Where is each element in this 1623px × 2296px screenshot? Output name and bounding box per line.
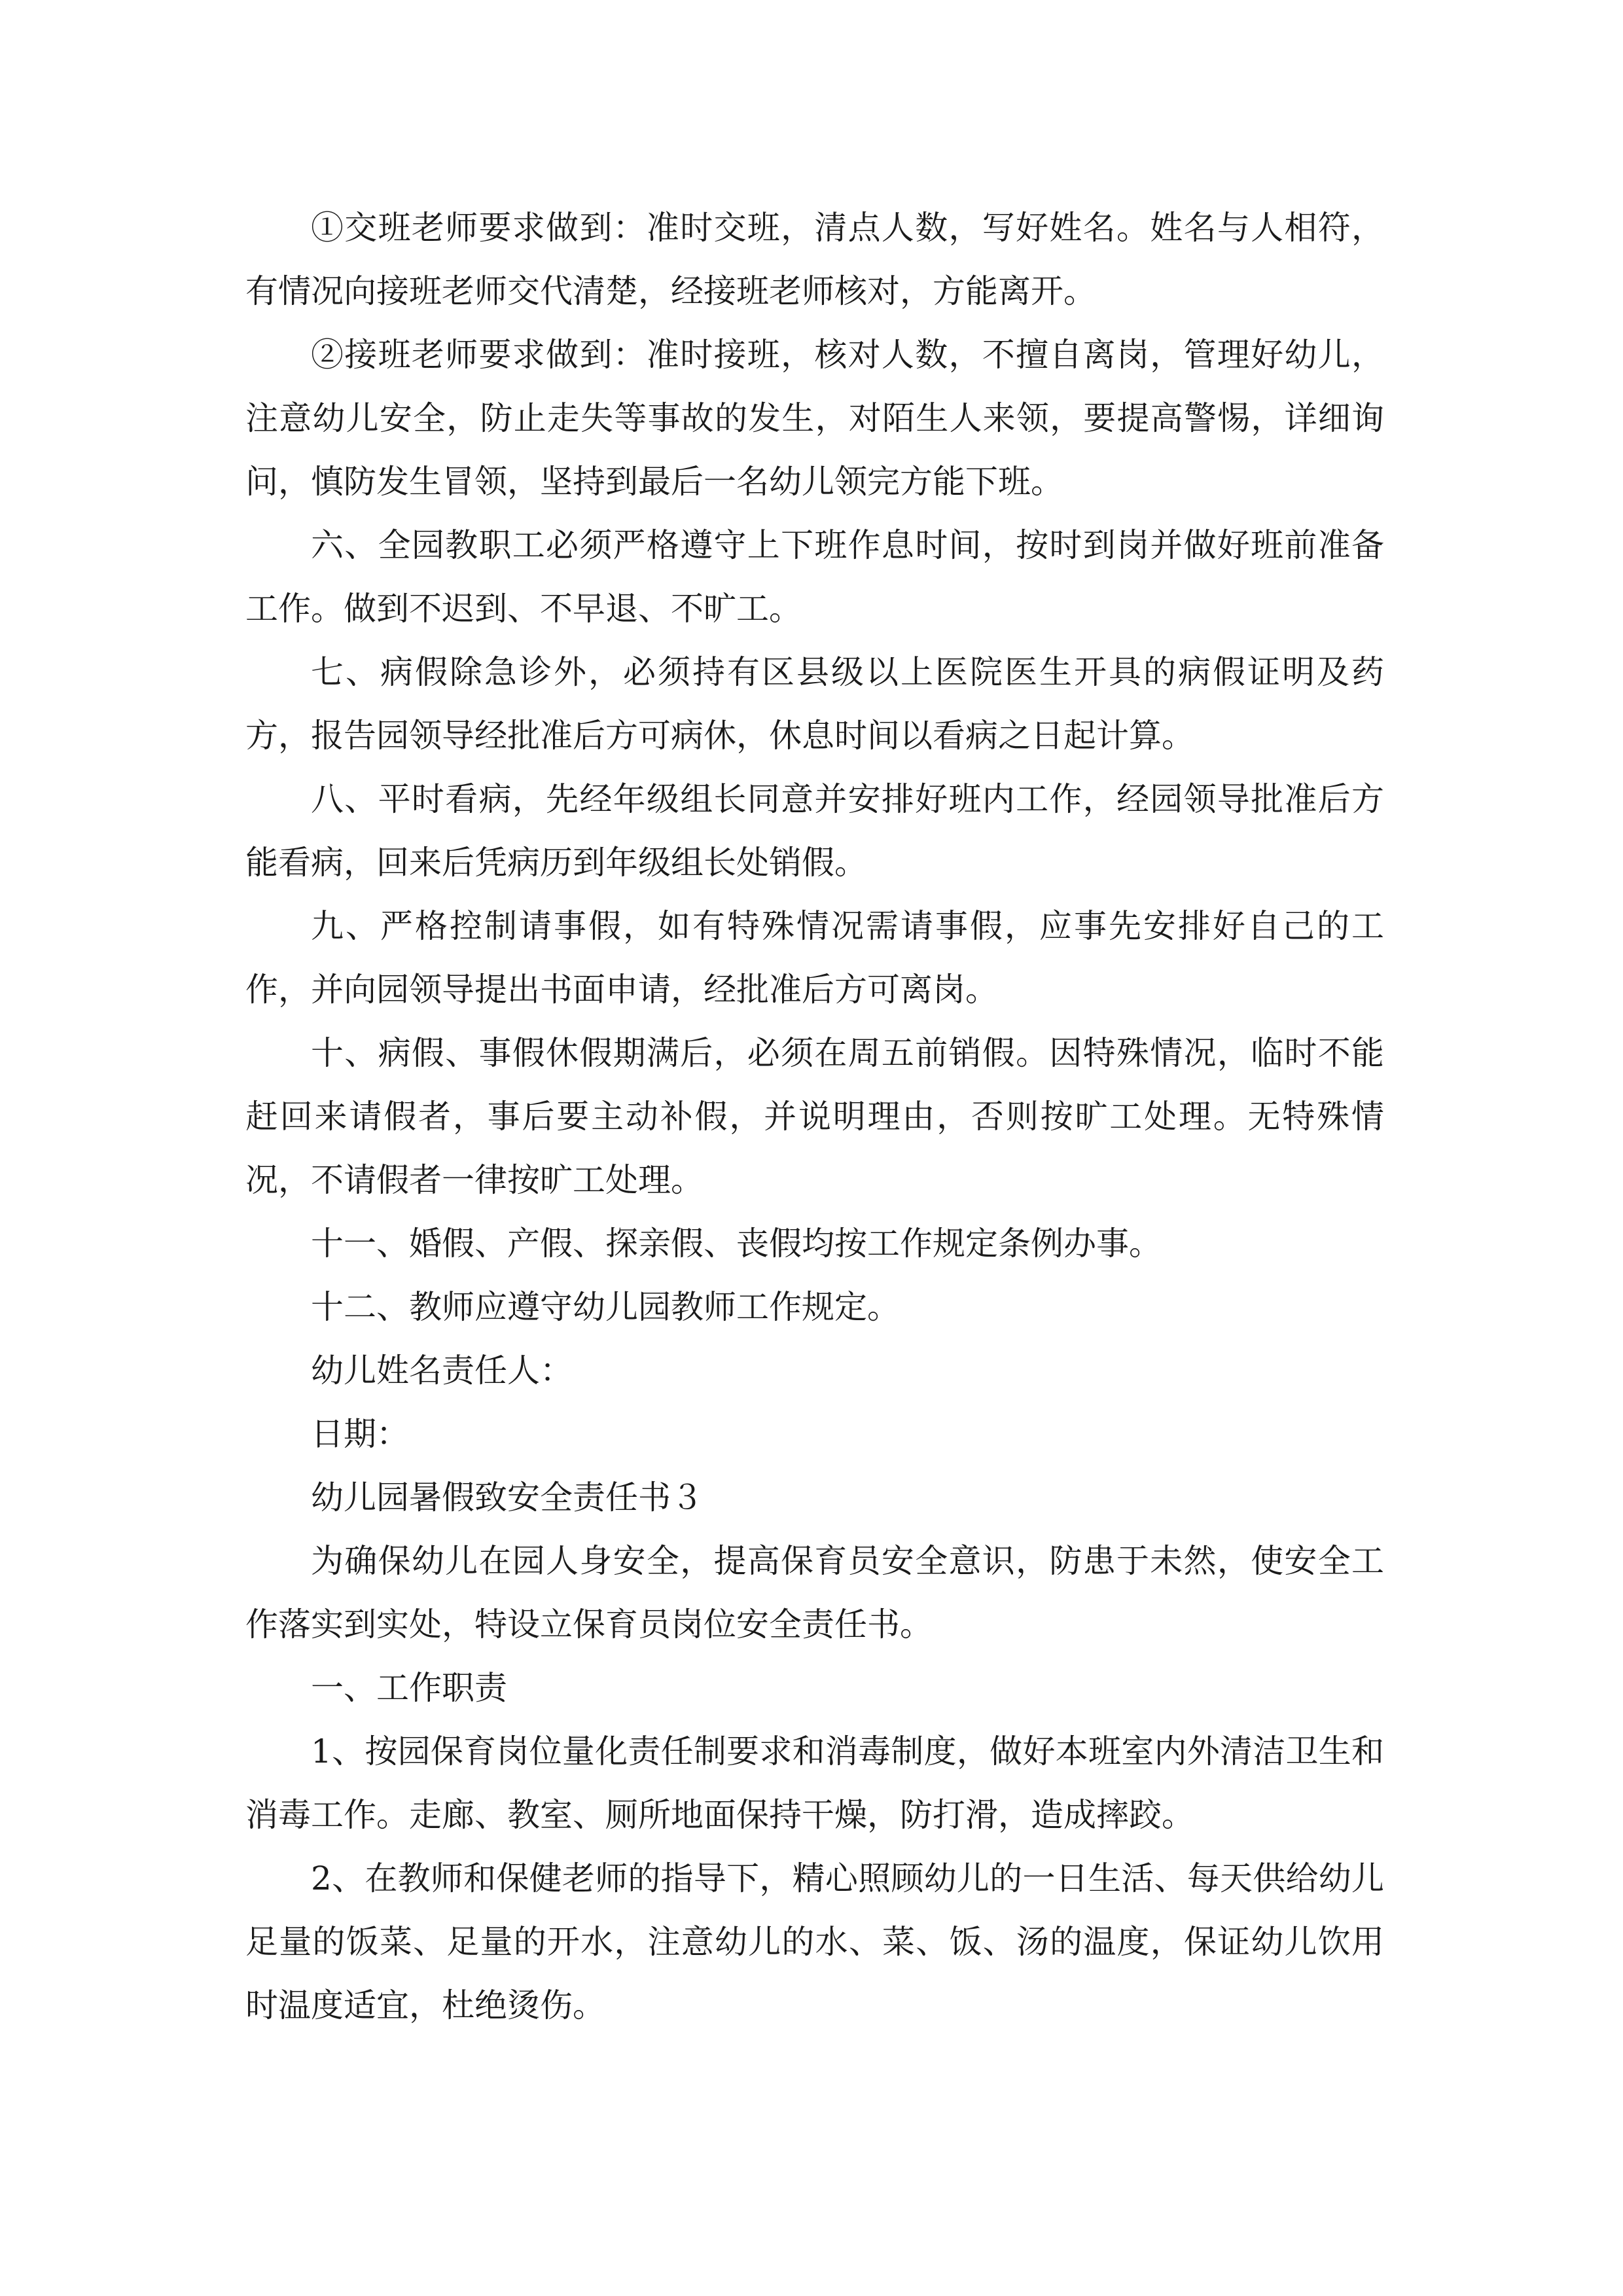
paragraph-rule-12: 十二、教师应遵守幼儿园教师工作规定。	[311, 1288, 900, 1326]
paragraph-rule-9: 九、严格控制请事假，如有特殊情况需请事假，应事先安排好自己的工作，并向园领导提出书面申请，经批准后方可离岗。	[245, 907, 1384, 1009]
paragraph-rule-8: 八、平时看病，先经年级组长同意并安排好班内工作，经园领导批准后方能看病，回来后凭病历到年级组长处销假。	[245, 780, 1384, 882]
section-title: 幼儿园暑假致安全责任书３	[311, 1479, 704, 1516]
paragraph-receiving-teacher: ②接班老师要求做到：准时接班，核对人数，不擅自离岗，管理好幼儿，注意幼儿安全，防止走失等事故的发生，对陌生人来领，要提高警惕，详细询问，慎防发生冒领，坚持到最后一名幼儿领完方能下班。	[245, 336, 1384, 501]
signature-date: 日期：	[311, 1415, 409, 1453]
paragraph-rule-7: 七、病假除急诊外，必须持有区县级以上医院医生开具的病假证明及药方，报告园领导经批准后方可病休，休息时间以看病之日起计算。	[245, 653, 1384, 755]
document-body	[245, 196, 1384, 2037]
paragraph-handover-teacher: ①交班老师要求做到：准时交班，清点人数，写好姓名。姓名与人相符，有情况向接班老师交代清楚，经接班老师核对，方能离开。	[245, 209, 1384, 310]
paragraph-duty-2: 2、在教师和保健老师的指导下，精心照顾幼儿的一日生活、每天供给幼儿足量的饭菜、足量的开水，注意幼儿的水、菜、饭、汤的温度，保证幼儿饮用时温度适宜，杜绝烫伤。	[245, 1859, 1384, 2024]
signature-responsible-person: 幼儿姓名责任人：	[311, 1352, 573, 1390]
heading-duties: 一、工作职责	[311, 1669, 507, 1707]
paragraph-rule-10: 十、病假、事假休假期满后，必须在周五前销假。因特殊情况，临时不能赶回来请假者，事后要主动补假，并说明理由，否则按旷工处理。无特殊情况，不请假者一律按旷工处理。	[245, 1034, 1384, 1199]
paragraph-duty-1: 1、按园保育岗位量化责任制要求和消毒制度，做好本班室内外清洁卫生和消毒工作。走廊、教室、厕所地面保持干燥，防打滑，造成摔跤。	[245, 1732, 1384, 1834]
paragraph-intro: 为确保幼儿在园人身安全，提高保育员安全意识，防患于未然，使安全工作落实到实处，特设立保育员岗位安全责任书。	[245, 1542, 1384, 1643]
paragraph-rule-11: 十一、婚假、产假、探亲假、丧假均按工作规定条例办事。	[311, 1225, 1162, 1263]
paragraph-rule-6: 六、全园教职工必须严格遵守上下班作息时间，按时到岗并做好班前准备工作。做到不迟到、不早退、不旷工。	[245, 526, 1384, 628]
